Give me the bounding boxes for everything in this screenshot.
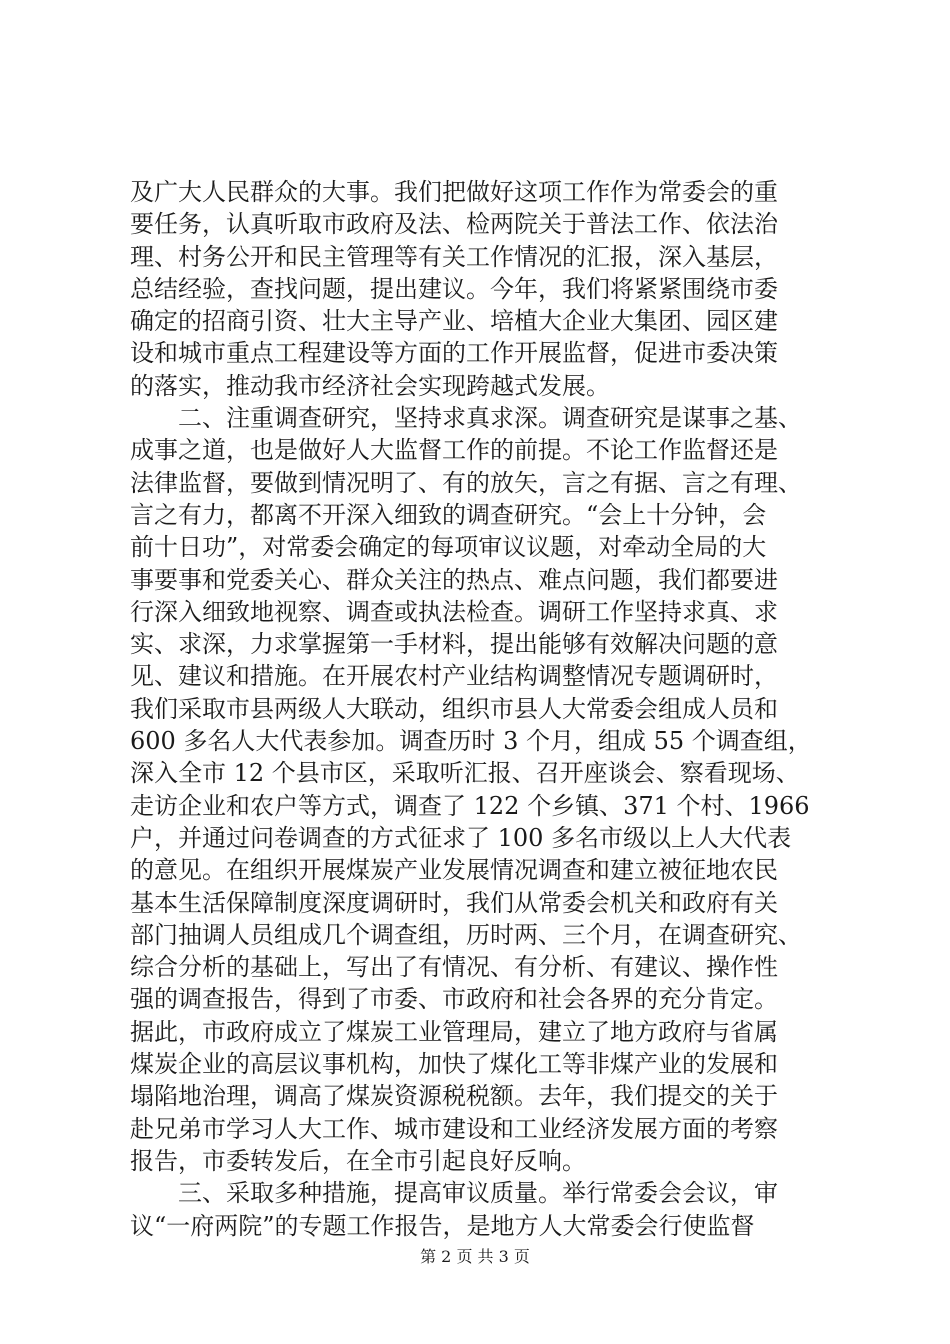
text-line: 据此，市政府成立了煤炭工业管理局，建立了地方政府与省属 [130,1017,778,1046]
text-line: 事要事和党委关心、群众关注的热点、难点问题，我们都要进 [130,565,778,594]
text-line: 赴兄弟市学习人大工作、城市建设和工业经济发展方面的考察 [130,1114,778,1143]
text-line: 的意见。在组织开展煤炭产业发展情况调查和建立被征地农民 [130,856,778,885]
text-line: 法律监督，要做到情况明了、有的放矢，言之有据、言之有理、 [130,468,802,497]
document-body [130,176,830,1242]
text-line: 塌陷地治理，调高了煤炭资源税税额。去年，我们提交的关于 [130,1082,778,1111]
text-line: 议“一府两院”的专题工作报告，是地方人大常委会行使监督 [130,1211,755,1240]
text-line: 深入全市 12 个县市区，采取听汇报、召开座谈会、察看现场、 [130,759,800,788]
text-line: 前十日功”，对常委会确定的每项审议议题，对牵动全局的大 [130,533,767,562]
text-line: 成事之道，也是做好人大监督工作的前提。不论工作监督还是 [130,436,778,465]
text-line: 见、建议和措施。在开展农村产业结构调整情况专题调研时， [130,662,778,691]
text-line: 600 多名人大代表参加。调查历时 3 个月，组成 55 个调查组， [130,727,812,756]
text-line: 基本生活保障制度深度调研时，我们从常委会机关和政府有关 [130,888,778,917]
text-line: 实、求深，力求掌握第一手材料，提出能够有效解决问题的意 [130,630,778,659]
text-line: 要任务，认真听取市政府及法、检两院关于普法工作、依法治 [130,210,778,239]
text-line: 强的调查报告，得到了市委、市政府和社会各界的充分肯定。 [130,985,778,1014]
text-line: 行深入细致地视察、调查或执法检查。调研工作坚持求真、求 [130,597,778,626]
text-line: 总结经验，查找问题，提出建议。今年，我们将紧紧围绕市委 [130,274,778,303]
text-line: 户，并通过问卷调查的方式征求了 100 多名市级以上人大代表 [130,823,792,852]
text-line: 部门抽调人员组成几个调查组，历时两、三个月，在调查研究、 [130,920,802,949]
text-line: 的落实，推动我市经济社会实现跨越式发展。 [130,371,610,400]
text-line: 报告，市委转发后，在全市引起良好反响。 [130,1146,586,1175]
text-line: 我们采取市县两级人大联动，组织市县人大常委会组成人员和 [130,694,778,723]
text-line: 理、村务公开和民主管理等有关工作情况的汇报，深入基层， [130,242,778,271]
text-line: 确定的招商引资、壮大主导产业、培植大企业大集团、园区建 [130,307,778,336]
text-line: 走访企业和农户等方式，调查了 122 个乡镇、371 个村、1966 [130,791,810,820]
text-line: 及广大人民群众的大事。我们把做好这项工作作为常委会的重 [130,178,778,206]
text-line: 设和城市重点工程建设等方面的工作开展监督，促进市委决策 [130,339,778,368]
text-line: 二、注重调查研究，坚持求真求深。调查研究是谋事之基、 [130,404,802,433]
text-line: 三、采取多种措施，提高审议质量。举行常委会会议，审 [130,1179,778,1208]
text-line: 煤炭企业的高层议事机构，加快了煤化工等非煤产业的发展和 [130,1050,778,1079]
text-line: 言之有力，都离不开深入细致的调查研究。“会上十分钟，会 [130,500,767,529]
page-footer: 第 2 页 共 3 页 [420,1247,530,1266]
text-line: 综合分析的基础上，写出了有情况、有分析、有建议、操作性 [130,953,778,982]
